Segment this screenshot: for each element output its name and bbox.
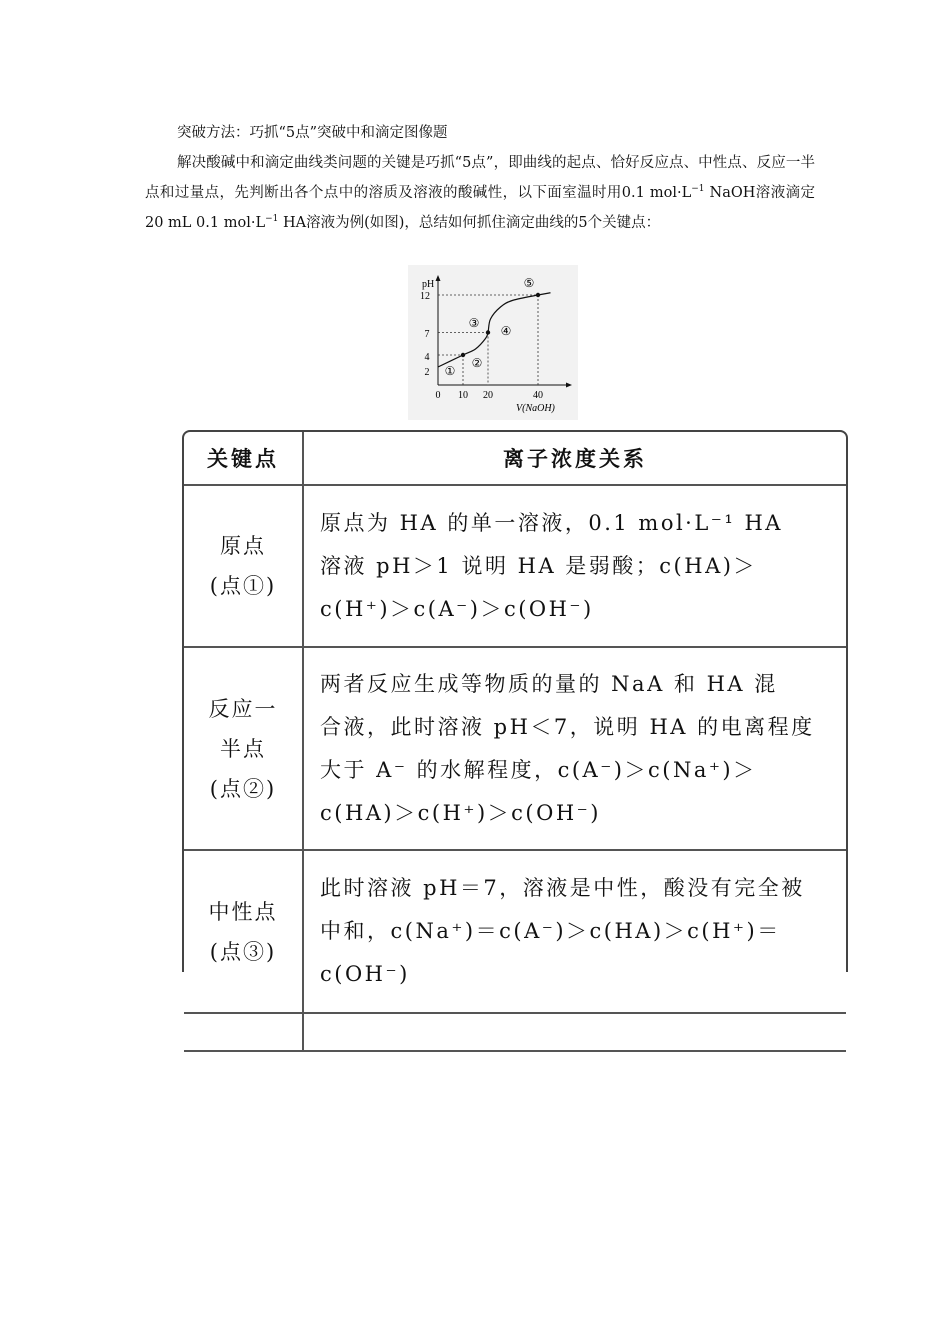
y-axis-label: pH: [422, 279, 435, 290]
desc-line: 原点为 HA 的单一溶液，0.1 mol·L⁻¹ HA: [320, 510, 783, 535]
row-key-cell: [184, 647, 303, 850]
table-row: [184, 850, 846, 1013]
header-ion-relation: 离子浓度关系: [303, 432, 846, 485]
key-points-table: [184, 432, 846, 1052]
point-label-2: ②: [471, 356, 483, 370]
unit-exponent-2: −1: [265, 214, 279, 224]
desc-line: 中和，c(Na⁺)＝c(A⁻)＞c(HA)＞c(H⁺)＝: [320, 919, 781, 943]
x-axis-label: V(NaOH): [516, 403, 555, 414]
key-line: 原点: [220, 534, 266, 558]
desc-line: c(OH⁻): [320, 962, 410, 986]
desc-line: c(HA)＞c(H⁺)＞c(OH⁻): [320, 800, 601, 825]
key-line: (点①): [209, 574, 277, 598]
y-tick-2: 2: [424, 367, 430, 378]
desc-line: 大于 A⁻ 的水解程度，c(A⁻)＞c(Na⁺)＞: [320, 757, 757, 782]
x-tick-0: 0: [435, 390, 441, 401]
point-label-5: ⑤: [523, 276, 535, 290]
unit-exponent-1: −1: [691, 184, 705, 194]
table-header-row: [184, 432, 846, 485]
header-key-point: 关键点: [184, 432, 303, 485]
titration-curve-figure: [408, 265, 578, 420]
table-row: [184, 647, 846, 850]
row-key-cell: [184, 850, 303, 1013]
titration-curve-svg: [408, 265, 578, 420]
x-tick-40: 40: [533, 390, 543, 401]
y-tick-12: 12: [420, 291, 430, 302]
intro-text-1: 解决酸碱中和滴定曲线类问题的关键是巧抓“5点”，即曲线的起点、恰好反应点、中性点、反应一半点和过量点，先判断出各个点中的溶质及溶液的酸碱性，以下面室温时用0.1 mol·L: [145, 155, 815, 201]
key-line: 半点: [220, 736, 266, 761]
key-points-table-container: [182, 430, 848, 986]
intro-text-3: HA溶液为例(如图)，总结如何抓住滴定曲线的5个关键点：: [278, 215, 661, 231]
desc-line: 此时溶液 pH＝7，溶液是中性，酸没有完全被: [320, 876, 805, 900]
row-desc-cell: [303, 485, 846, 647]
y-tick-7: 7: [424, 329, 430, 340]
x-tick-20: 20: [483, 390, 493, 401]
row-key-cell: [184, 1013, 303, 1051]
row-key-cell: [184, 485, 303, 647]
y-tick-4: 4: [424, 352, 430, 363]
desc-line: 合液，此时溶液 pH＜7，说明 HA 的电离程度: [320, 714, 815, 739]
table-row: [184, 485, 846, 647]
desc-line: 两者反应生成等物质的量的 NaA 和 HA 混: [320, 671, 778, 696]
point-label-1: ①: [444, 364, 456, 378]
desc-line: c(H⁺)＞c(A⁻)＞c(OH⁻): [320, 596, 594, 621]
key-point-dot: [461, 353, 465, 357]
x-tick-10: 10: [458, 390, 468, 401]
key-line: 反应一: [208, 696, 278, 721]
intro-paragraph: [145, 148, 815, 238]
key-point-dot: [536, 293, 540, 297]
intro-text-2: NaOH溶液滴定20 mL 0.1 mol·L: [145, 185, 815, 231]
row-desc-cell: [303, 850, 846, 1013]
desc-line: 溶液 pH＞1 说明 HA 是弱酸；c(HA)＞: [320, 553, 757, 578]
section-heading: 突破方法：巧抓“5点”突破中和滴定图像题: [177, 125, 448, 141]
key-line: 中性点: [208, 899, 278, 924]
table-row-cut: [184, 1013, 846, 1051]
point-label-3: ③: [468, 316, 480, 330]
row-desc-cell: [303, 1013, 846, 1051]
key-line: (点②): [209, 776, 277, 801]
key-line: (点③): [209, 939, 277, 964]
row-desc-cell: [303, 647, 846, 850]
key-point-dot: [486, 330, 490, 334]
point-label-4: ④: [500, 324, 512, 338]
